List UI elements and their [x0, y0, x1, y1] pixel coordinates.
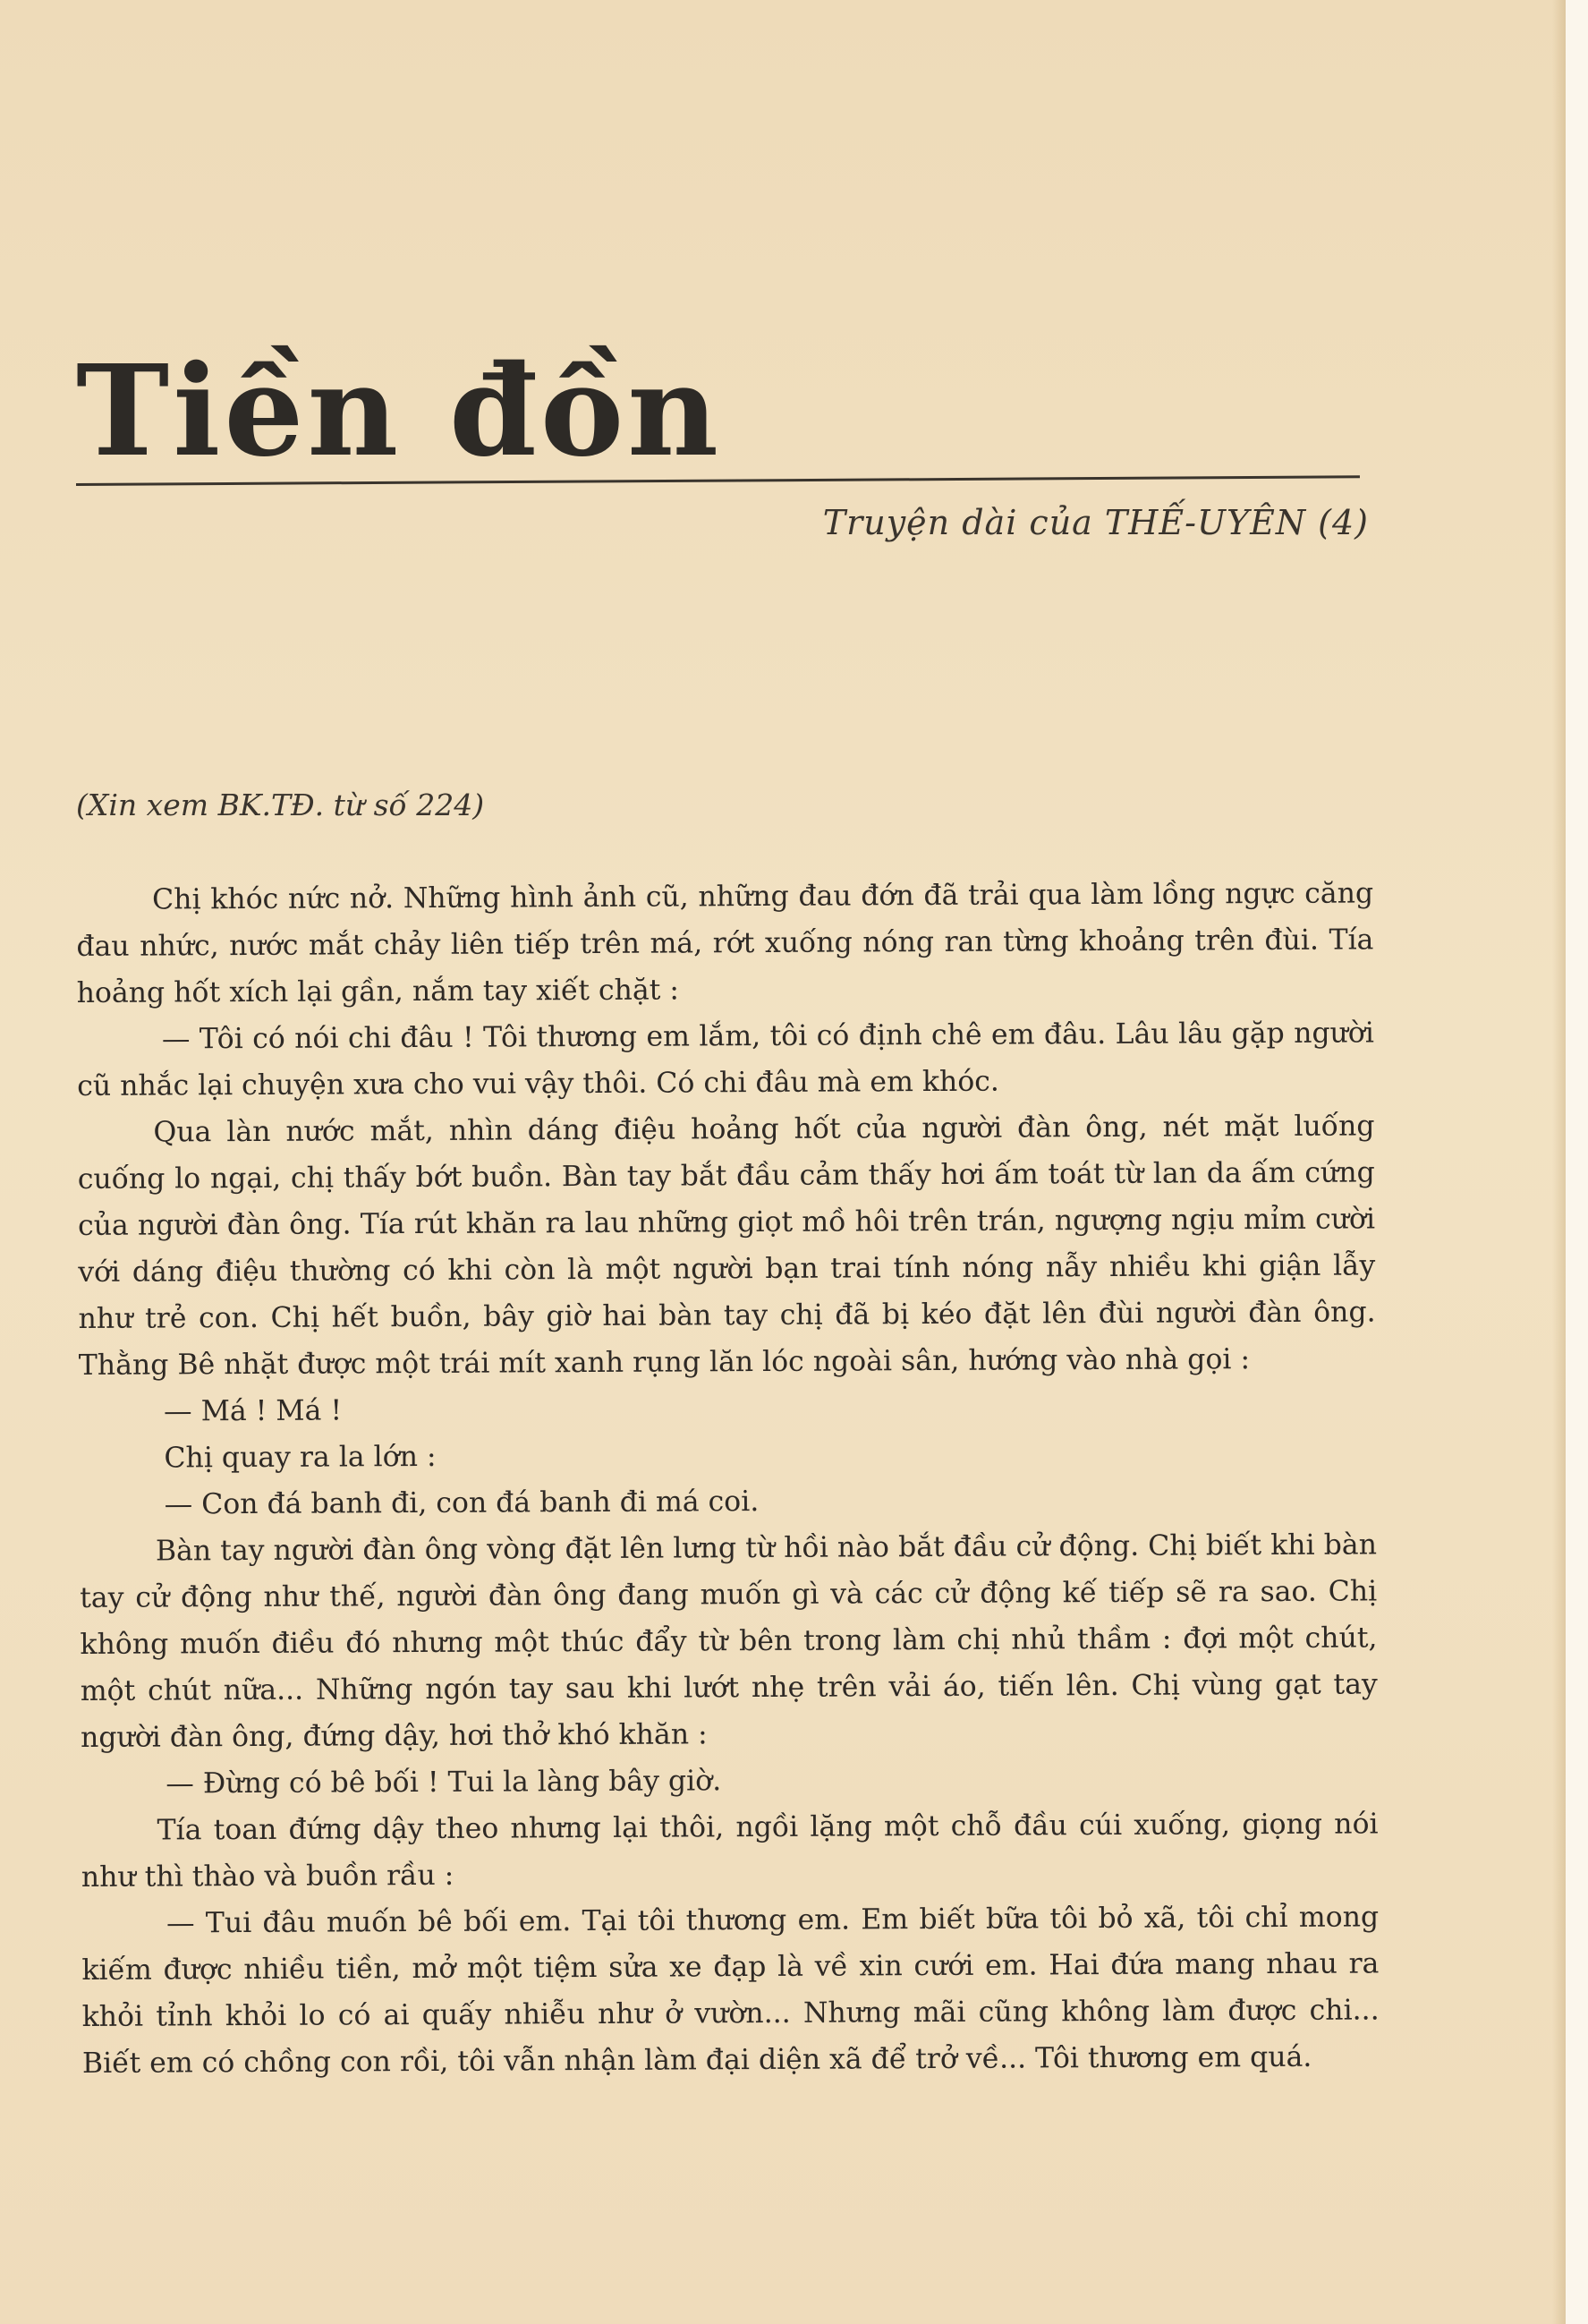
page-edge — [1566, 0, 1588, 2324]
dialogue-line: — Tôi có nói chi đâu ! Tôi thương em lắm, tôi có định chê em đâu. Lâu lâu gặp người cũ nhắc lại chuyện xưa cho vui vậy thôi. Có chi đâu mà em khóc. — [77, 1017, 1375, 1102]
continuation-note: (Xin xem BK.TĐ. từ số 224) — [76, 787, 485, 822]
dialogue-line: — Má ! Má ! — [164, 1394, 343, 1428]
byline: Truyện dài của THẾ-UYÊN (4) — [822, 503, 1369, 542]
paragraph: Chị quay ra la lớn : — [164, 1440, 437, 1475]
dialogue-line: — Tui đâu muốn bê bối em. Tại tôi thương em. Em biết bữa tôi bỏ xã, tôi chỉ mong kiếm được nhiều tiền, mở một tiệm sửa xe đạp là về xin cưới em. Hai đứa mang nhau ra khỏi tỉnh khỏi lo có ai quấy nhiễu như ở vườn... Nhưng mãi cũng không làm được chi... Biết em có chồng con rồi, tôi vẫn nhận làm đại diện xã để trở về... Tôi thương em quá. — [81, 1901, 1380, 2080]
page-fold-shadow — [1552, 0, 1566, 2324]
paragraph: Chị khóc nức nở. Những hình ảnh cũ, những đau đớn đã trải qua làm lồng ngực căng đau nhức, nước mắt chảy liên tiếp trên má, rớt xuống nóng ran từng khoảng trên đùi. Tía hoảng hốt xích lại gần, nắm tay xiết chặt : — [76, 877, 1374, 1009]
article-title: Tiền đồn — [76, 338, 723, 485]
dialogue-line: — Con đá banh đi, con đá banh đi má coi. — [164, 1485, 760, 1521]
paragraph: Qua làn nước mắt, nhìn dáng điệu hoảng hốt của người đàn ông, nét mặt luống cuống lo ngại, chị thấy bớt buồn. Bàn tay bắt đầu cảm thấy hơi ấm toát từ lan da ấm cứng của người đàn ông. Tía rút khăn ra lau những giọt mồ hôi trên trán, ngượng ngịu mỉm cười với dáng điệu thường có khi còn là một người bạn trai tính nóng nẫy nhiều khi giận lẫy như trẻ con. Chị hết buồn, bây giờ hai bàn tay chị đã bị kéo đặt lên đùi người đàn ông. Thằng Bê nhặt được một trái mít xanh rụng lăn lóc ngoài sân, hướng vào nhà gọi : — [77, 1110, 1376, 1382]
article-body — [76, 870, 1380, 2087]
paragraph: Bàn tay người đàn ông vòng đặt lên lưng từ hồi nào bắt đầu cử động. Chị biết khi bàn tay cử động như thế, người đàn ông đang muốn gì và các cử động kế tiếp sẽ ra sao. Chị không muốn điều đó nhưng một thúc đẩy từ bên trong làm chị nhủ thầm : đợi một chút, một chút nữa... Những ngón tay sau khi lướt nhẹ trên vải áo, tiến lên. Chị vùng gạt tay người đàn ông, đứng dậy, hơi thở khó khăn : — [80, 1528, 1378, 1754]
dialogue-line: — Đừng có bê bối ! Tui la làng bây giờ. — [166, 1765, 722, 1800]
paragraph: Tía toan đứng dậy theo nhưng lại thôi, ngồi lặng một chỗ đầu cúi xuống, giọng nói như thì thào và buồn rầu : — [81, 1808, 1379, 1894]
